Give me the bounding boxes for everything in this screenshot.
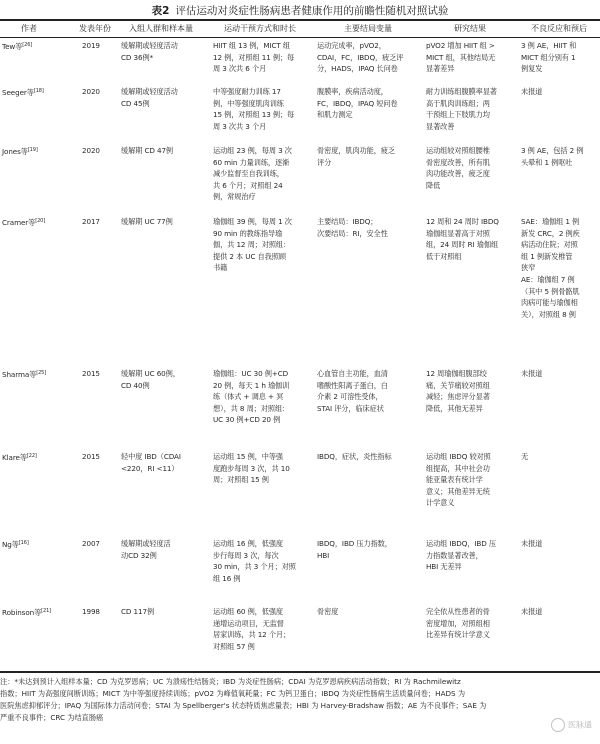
author-name: Ng等 (2, 540, 19, 549)
cell-line: 运动组 23 例，每周 3 次 (213, 146, 292, 155)
cell-year: 2015 (82, 452, 100, 461)
cell-line: 周 3 次共 3 个月 (213, 121, 267, 131)
cell-line: 运动完成率，pVO2， (317, 41, 386, 50)
col-header-population: 入组人群和样本量 (129, 24, 193, 33)
cell-line: HBI 无差异 (426, 562, 462, 572)
cell-line: 心血管自主功能，血清 (317, 369, 388, 378)
cell-line: <220，RI <11） (121, 463, 179, 473)
cell-year: 2020 (82, 87, 100, 96)
cell-line: 共 6 个月；对照组 24 (213, 180, 283, 190)
cell-line: 骨密度 (317, 607, 339, 616)
cell-line: 组 16 例 (213, 573, 241, 583)
footnote-line: 医院焦虑抑郁评分；IPAQ 为国际体力活动问卷；STAI 为 Spellberger's 状态特质焦虑量表；HBI 为 Harvey-Bradshaw 指数；AE 为不良事件；SAE 为 (0, 701, 487, 710)
cell-line: 中等强度耐力训练 17 (213, 87, 281, 96)
cell-line: CD 117例 (121, 607, 155, 616)
watermark-text: 医脉通 (568, 720, 592, 730)
footnote-line: 严重不良事件；CRC 为结直肠癌 (0, 713, 104, 722)
col-header-author: 作者 (21, 24, 37, 33)
cell-line: 肉功能改善，疲乏度 (426, 169, 490, 179)
cell-author (2, 86, 66, 99)
cell-line: 90 min 的教练指导瑜 (213, 228, 283, 238)
header-rule (0, 37, 600, 38)
author-name: Cramer等 (2, 218, 36, 227)
cell-line: 度跑步每周 3 次，共 10 (213, 463, 290, 473)
cell-line: 肉病可能与瑜伽相 (521, 298, 578, 308)
cell-author (2, 40, 66, 53)
cell-line: 骨密度，肌肉功能，疲乏 (317, 146, 395, 155)
cell-author (2, 451, 66, 464)
cell-population (121, 451, 209, 474)
cell-line: UC 30 例+CD 20 例 (213, 415, 281, 425)
cell-line: pVO2 增加 HIIT 组 > (426, 41, 495, 50)
author-name: Sharma等 (2, 370, 37, 379)
cell-line: 计学意义 (426, 498, 455, 508)
cell-line: 腹膜率，疾病活动度， (317, 87, 388, 96)
cell-author (2, 216, 66, 229)
cell-line: MICT 组，其他结局无 (426, 52, 496, 62)
cell-line: （其中 5 例骨骼肌 (521, 286, 580, 296)
cell-line: 书籍 (213, 263, 228, 273)
author-name: Klare等 (2, 453, 27, 462)
cell-line: 递增运动项目，无监督 (213, 618, 284, 628)
cell-line: 病活动住院；对照 (521, 240, 578, 250)
table-footnote (0, 676, 600, 724)
cell-line: HBI (317, 550, 330, 560)
author-name: Seeger等 (2, 88, 34, 97)
col-header-intervention: 运动干预方式和时长 (224, 24, 296, 33)
cell-line: 运动组 IBDQ，IBD 压 (426, 539, 496, 548)
cell-line: 缓解期或轻度活动 (121, 87, 178, 96)
cell-outcomes (317, 368, 421, 414)
cell-line: 完全依从性患者的骨 (426, 607, 490, 616)
cell-results (426, 40, 516, 75)
cell-line: 降低 (426, 180, 441, 190)
cell-line: 缓解期 UC 77例 (121, 217, 173, 226)
cell-line: 减少监督至自我训练， (213, 169, 284, 179)
cell-line: 主要结局：IBDQ； (317, 217, 378, 226)
reference-marker: [16] (18, 540, 29, 546)
cell-adverse (521, 368, 599, 380)
cell-line: 组提高，其中社会功 (426, 463, 490, 473)
cell-year: 2019 (82, 41, 100, 50)
cell-line: 未报道 (521, 539, 543, 548)
cell-adverse (521, 538, 599, 550)
cell-line: 例，中等强度肌肉训练 (213, 98, 284, 108)
cell-line: 减轻；焦虑评分显著 (426, 392, 490, 402)
cell-line: 组，24 周时 RI 瑜伽组 (426, 240, 499, 250)
cell-year: 2015 (82, 369, 100, 378)
cell-line: 12 例，对照组 11 例；每 (213, 52, 295, 62)
cell-line: 轻中度 IBD（CDAI (121, 452, 181, 461)
table-number: 表2 (151, 5, 170, 17)
cell-line: 运动组 15 例，中等强 (213, 452, 284, 461)
cell-year: 2007 (82, 539, 100, 548)
author-name: Jones等 (2, 147, 28, 156)
cell-line: 动CD 32例 (121, 550, 157, 560)
cell-intervention (213, 145, 311, 203)
cell-line: 伽，共 12 周；对照组： (213, 240, 291, 250)
cell-results (426, 451, 516, 509)
cell-line: 骨密度改善，所有肌 (426, 157, 490, 167)
cell-intervention (213, 216, 311, 274)
cell-results (426, 606, 516, 641)
cell-line: 低于对照组 (426, 251, 462, 261)
cell-line: 想），共 8 周；对照组： (213, 403, 290, 413)
cell-line: 高于肌肉训练组；两 (426, 98, 490, 108)
cell-line: 缓解期或轻度活动 (121, 41, 178, 50)
col-header-adverse: 不良反应和预后 (531, 24, 587, 33)
cell-adverse (521, 40, 599, 75)
cell-adverse (521, 451, 599, 463)
cell-adverse (521, 145, 599, 168)
cell-line: 介素 2 可溶性受体， (317, 392, 383, 402)
cell-outcomes (317, 86, 421, 121)
cell-line: 未报道 (521, 369, 543, 378)
author-name: Tew等 (2, 42, 23, 51)
cell-intervention (213, 606, 311, 652)
cell-line: 痛，关节痛较对照组 (426, 380, 490, 390)
reference-marker: [26] (22, 42, 33, 48)
cell-line: 缓解期 UC 60例， (121, 369, 180, 378)
cell-line: 无 (521, 452, 529, 461)
cell-line: MICT 组分别有 1 (521, 52, 576, 62)
reference-marker: [20] (35, 218, 46, 224)
cell-line: 耐力训练组腹膜率显著 (426, 87, 497, 96)
cell-line: IBDQ，症状，炎性指标 (317, 452, 392, 461)
cell-line: 密度增加，对照组相 (426, 618, 490, 628)
cell-adverse (521, 86, 599, 98)
cell-line: 例，常规治疗 (213, 192, 256, 202)
cell-line: 能亚量表有统计学 (426, 475, 483, 485)
cell-line: 狭窄 (521, 263, 536, 273)
cell-line: 60 min 力量训练，逐渐 (213, 157, 290, 167)
cell-line: 瑜伽组显著高于对照 (426, 228, 490, 238)
cell-line: 显著差异 (426, 64, 455, 74)
cell-line: AE：瑜伽组 7 例 (521, 274, 575, 284)
cell-line: 评分 (317, 157, 332, 167)
cell-line: 3 例 AE，包括 2 例 (521, 146, 584, 155)
cell-line: 3 例 AE，HIIT 和 (521, 41, 577, 50)
cell-results (426, 86, 516, 132)
cell-line: 例复发 (521, 64, 543, 74)
cell-outcomes (317, 40, 421, 75)
cell-line: 练（体式 + 调息 + 冥 (213, 392, 284, 402)
cell-outcomes (317, 451, 421, 463)
cell-line: 周 3 次共 6 个月 (213, 64, 267, 74)
cell-line: 瑜伽组：UC 30 例+CD (213, 369, 289, 378)
cell-line: 12 周和 24 周时 IBDQ (426, 217, 499, 226)
cell-line: 运动组 IBDQ 较对照 (426, 452, 491, 461)
cell-intervention (213, 40, 311, 75)
reference-marker: [22] (26, 453, 37, 459)
cell-line: 居家训练，共 12 个月； (213, 630, 291, 640)
cell-population (121, 86, 209, 109)
cell-intervention (213, 368, 311, 426)
cell-line: 提供 2 本 UC 自我照顾 (213, 251, 286, 261)
cell-line: 15 例，对照组 13 例；每 (213, 110, 295, 120)
cell-intervention (213, 451, 311, 486)
cell-line: 对照组 57 例 (213, 641, 255, 651)
cell-line: 30 min，共 3 个月；对照 (213, 562, 296, 572)
cell-line: 缓解期或轻度活 (121, 539, 171, 548)
cell-line: 力指数显著改善， (426, 550, 483, 560)
author-name: Robinson等 (2, 608, 42, 617)
cell-line: 周；对照组 15 例 (213, 475, 269, 485)
cell-line: 缓解期 CD 47例 (121, 146, 174, 155)
cell-line: FC，IBDQ，IPAQ 短问卷 (317, 98, 398, 108)
cell-line: 比差异有统计学意义 (426, 630, 490, 640)
cell-line: 未报道 (521, 607, 543, 616)
cell-line: 关），对照组 8 例 (521, 309, 576, 319)
cell-line: HIIT 组 13 例，MICT 组 (213, 41, 290, 50)
cell-line: 和肌力测定 (317, 110, 353, 120)
col-header-year: 发表年份 (79, 24, 111, 33)
cell-line: 头晕和 1 例呕吐 (521, 157, 573, 167)
cell-outcomes (317, 216, 421, 239)
cell-population (121, 606, 209, 618)
watermark-logo-icon (551, 718, 565, 732)
cell-intervention (213, 86, 311, 132)
cell-results (426, 368, 516, 414)
watermark (551, 718, 592, 732)
cell-line: 显著改善 (426, 121, 455, 131)
col-header-outcomes: 主要结局变量 (344, 24, 392, 33)
cell-line: 新发 CRC，2 例疾 (521, 228, 580, 238)
cell-line: 嗜酸性阳离子蛋白，白 (317, 380, 388, 390)
cell-line: SAE：瑜伽组 1 例 (521, 217, 580, 226)
cell-author (2, 368, 66, 381)
reference-marker: [25] (36, 370, 47, 376)
cell-year: 2017 (82, 217, 100, 226)
table-title (0, 5, 600, 18)
cell-results (426, 145, 516, 191)
cell-line: 组 1 例新发椎管 (521, 251, 573, 261)
cell-population (121, 145, 209, 157)
reference-marker: [18] (33, 88, 44, 94)
cell-population (121, 216, 209, 228)
cell-line: 未报道 (521, 87, 543, 96)
cell-line: 干预组上下肢肌力均 (426, 110, 490, 120)
cell-line: 次要结局：RI，安全性 (317, 228, 388, 238)
cell-line: 12 周瑜伽组腹部绞 (426, 369, 487, 378)
cell-line: CD 45例 (121, 98, 150, 108)
cell-line: 20 例，每天 1 h 瑜伽训 (213, 380, 290, 390)
cell-year: 1998 (82, 607, 100, 616)
cell-line: CDAI，FC，IBDQ，疲乏评 (317, 52, 404, 62)
cell-intervention (213, 538, 311, 584)
cell-line: STAI 评分，临床症状 (317, 403, 384, 413)
cell-year: 2020 (82, 146, 100, 155)
cell-outcomes (317, 538, 421, 561)
cell-population (121, 368, 209, 391)
cell-line: 意义；其他差异无统 (426, 486, 490, 496)
bottom-rule (0, 671, 600, 673)
cell-line: 降低，其他无差异 (426, 403, 483, 413)
cell-adverse (521, 216, 599, 320)
footnote-line: 指数；HIIT 为高强度间断训练；MICT 为中等强度持续训练；pVO2 为峰值氧耗量；FC 为钙卫蛋白；IBDQ 为炎症性肠病生活质量问卷；HADS 为 (0, 689, 466, 698)
footnote-line: 注：*未达到预计入组样本量；CD 为克罗恩病；UC 为溃疡性结肠炎；IBD 为炎症性肠病；CDAI 为克罗恩病疾病活动指数；RI 为 Rachmilewitz (0, 677, 461, 686)
cell-line: 步行每周 3 次，每次 (213, 550, 279, 560)
cell-results (426, 538, 516, 573)
cell-line: 运动组较对照组腰椎 (426, 146, 490, 155)
cell-author (2, 606, 66, 619)
cell-line: 运动组 60 例，低强度 (213, 607, 284, 616)
col-header-results: 研究结果 (454, 24, 486, 33)
cell-line: 运动组 16 例，低强度 (213, 539, 284, 548)
cell-line: 瑜伽组 39 例，每周 1 次 (213, 217, 292, 226)
cell-outcomes (317, 606, 421, 618)
cell-population (121, 40, 209, 63)
cell-outcomes (317, 145, 421, 168)
cell-line: CD 40例 (121, 380, 150, 390)
reference-marker: [21] (41, 608, 52, 614)
cell-adverse (521, 606, 599, 618)
cell-results (426, 216, 516, 262)
cell-author (2, 145, 66, 158)
reference-marker: [19] (27, 147, 38, 153)
cell-author (2, 538, 66, 551)
cell-line: CD 36例* (121, 52, 154, 62)
cell-line: 分，HADS，IPAQ 长问卷 (317, 64, 398, 74)
table-caption: 评估运动对炎症性肠病患者健康作用的前瞻性随机对照试验 (175, 5, 449, 17)
cell-population (121, 538, 209, 561)
cell-line: IBDQ，IBD 压力指数， (317, 539, 392, 548)
